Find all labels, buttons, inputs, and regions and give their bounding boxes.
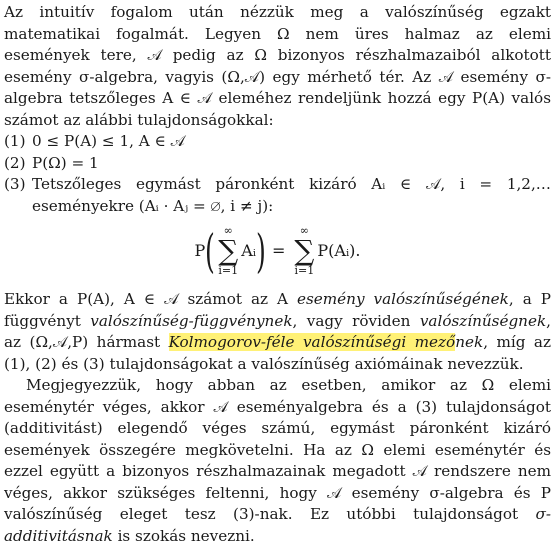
sum-upper-limit: ∞	[223, 224, 233, 237]
formula-rhs-term: P(Aᵢ).	[317, 241, 361, 261]
axiom-2	[4, 153, 551, 175]
formula-left-paren: (	[205, 224, 216, 278]
definition-text: , vagy röviden	[292, 311, 420, 330]
sum-lower-limit: i=1	[294, 264, 315, 277]
sigma-additivity-formula	[4, 217, 551, 285]
axiom-label: (1)	[4, 132, 26, 150]
sum-upper-limit: ∞	[299, 224, 309, 237]
axiom-text: P(Ω) = 1	[32, 153, 99, 172]
definition-text: , a P függvényt	[4, 290, 551, 330]
term-sigma-additivity: σ-additivitásnak	[4, 505, 551, 545]
intro-paragraph: Az intuitív fogalom után nézzük meg a valószínűség egzakt matematikai fogalmát. Legyen Ω nem üres halmaz az elemi események tere, 𝒜 pedig az Ω bizonyos részhalmazaiból alkotott esemény σ-algebra, vagyis (Ω,𝒜) egy mérhető tér. Az 𝒜 esemény σ-algebra tetszőleges A ∈ 𝒜 eleméhez rendeljünk hozzá egy P(A) valós számot az alábbi tulajdonságokkal:	[4, 3, 551, 129]
sum-lower-limit: i=1	[218, 264, 239, 277]
formula-function: P	[194, 241, 206, 261]
formula-equals: =	[271, 241, 286, 261]
definition-text: Ekkor a P(A), A ∈ 𝒜 számot az A	[4, 290, 298, 308]
formula-sum-right	[294, 225, 314, 277]
remark-text: Megjegyezzük, hogy abban az esetben, amikor az Ω elemi eseménytér véges, akkor 𝒜 eseményalgebra és a (3) tulajdonságot (additivitást) elegendő véges számú, egymást páronként kizáró események összegére megkövetelni. Ha az Ω elemi eseménytér és ezzel együtt a bizonyos részhalmazainak megadott 𝒜 rendszere nem véges, akkor szükséges feltenni, hogy 𝒜 esemény σ-algebra és P valószínűség eleget tesz (3)-nak. Ez utóbbi tulajdonságot	[4, 376, 551, 523]
axiom-text: Tetszőleges egymást páronként kizáró Aᵢ ∈ 𝒜, i = 1,2,… eseményekre (Aᵢ · Aⱼ = ∅, i ≠ j):	[32, 175, 551, 215]
axiom-label: (3)	[4, 175, 26, 193]
axiom-label: (2)	[4, 153, 26, 172]
term-probability: valószínűségnek	[419, 311, 547, 330]
definition-text: , az (Ω,𝒜,P) hármast	[4, 311, 551, 351]
axiom-3	[4, 174, 551, 217]
definition-text: , míg az (1), (2) és (3) tulajdonságokat a valószínűség axiómáinak nevezzük.	[4, 333, 551, 373]
axiom-text: 0 ≤ P(A) ≤ 1, A ∈ 𝒜	[32, 132, 186, 150]
sum-symbol: ∑	[218, 234, 239, 267]
axiom-list	[4, 131, 551, 217]
term-probability-function: valószínűség-függvénynek	[90, 311, 293, 330]
formula-right-paren: )	[256, 224, 266, 278]
remark-paragraph	[4, 375, 551, 547]
document-page	[4, 2, 551, 547]
formula-sum-left	[218, 225, 238, 277]
axiom-1	[4, 131, 551, 153]
highlighted-term-kolmogorov-field[interactable]: Kolmogorov-féle valószínűségi mező	[168, 333, 456, 351]
remark-text: is szokás nevezni.	[112, 526, 255, 545]
term-suffix: nek	[455, 333, 484, 351]
definition-paragraph	[4, 289, 551, 375]
formula-lhs-term: Aᵢ	[241, 241, 257, 261]
sum-symbol: ∑	[294, 234, 315, 267]
term-event-probability: esemény valószínűségének	[297, 290, 509, 308]
